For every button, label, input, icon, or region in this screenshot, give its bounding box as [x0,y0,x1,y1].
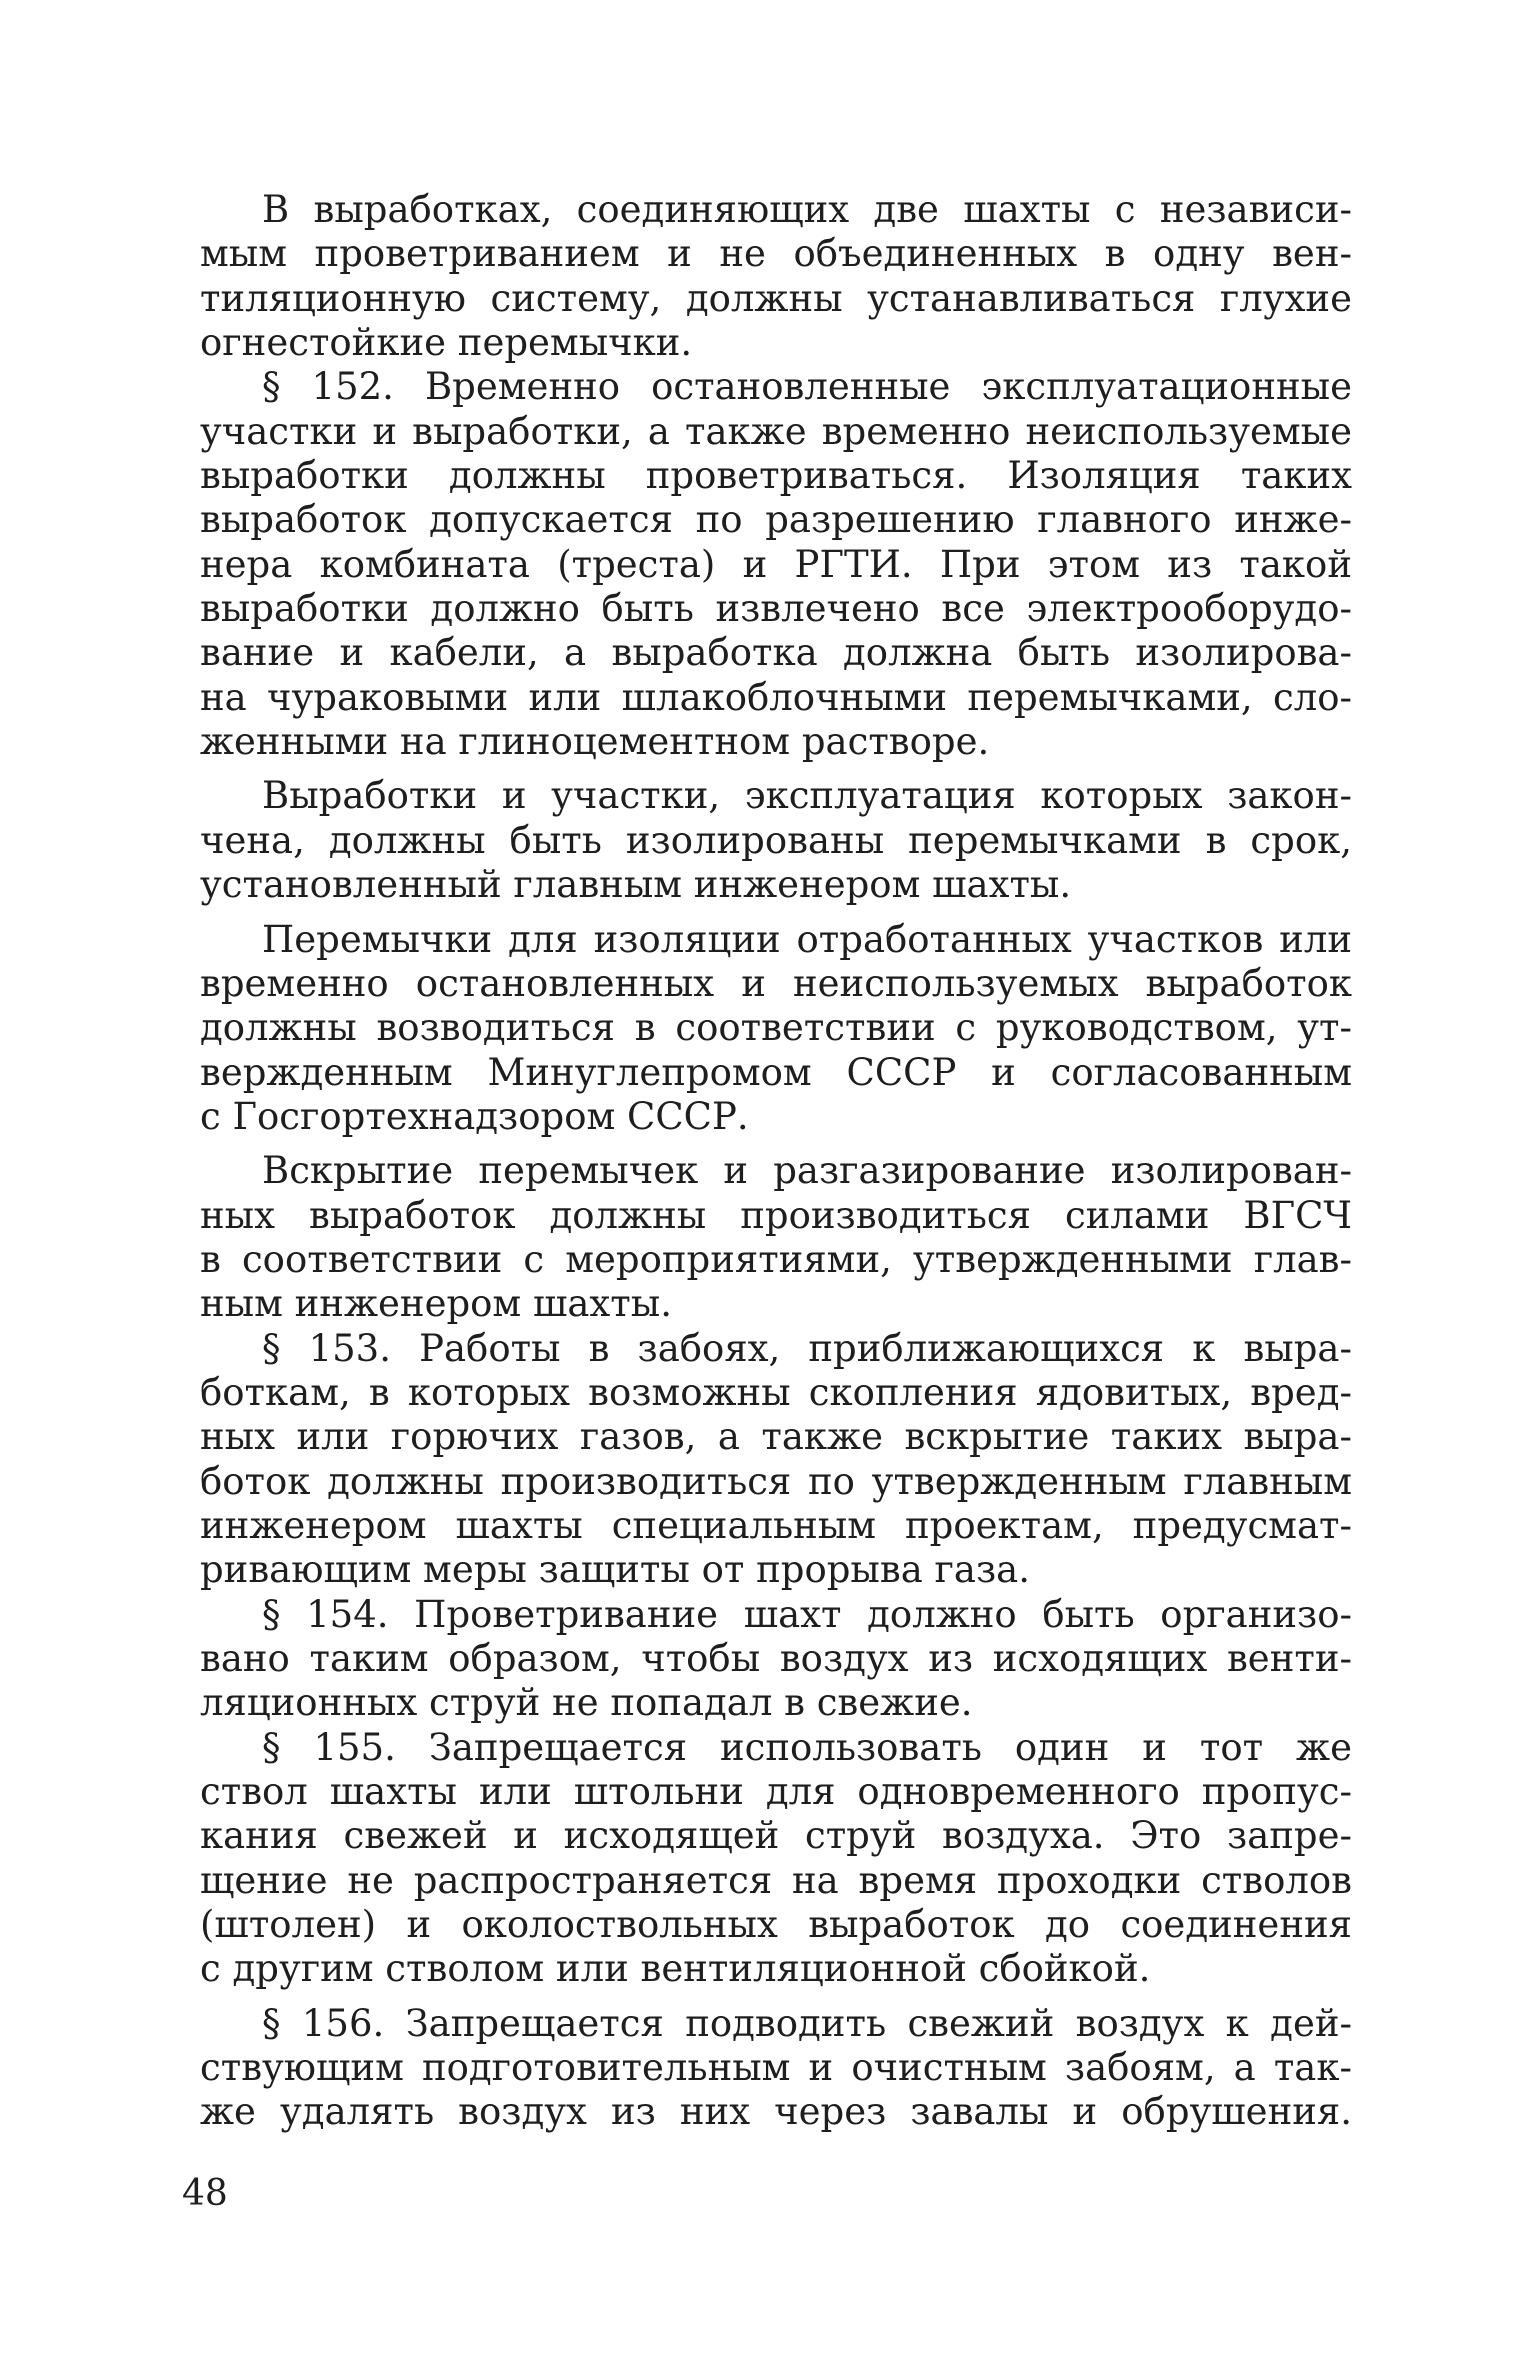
paragraph-gap [200,1992,1352,2002]
text-line: вано таким образом, чтобы воздух из исходящих венти- [200,1637,1352,1680]
paragraph-section-153 [200,1327,1352,1593]
text-line: ных или горючих газов, а также вскрытие таких выра- [200,1415,1352,1459]
text-line: выработок допускается по разрешению главного инже- [200,498,1352,542]
text-line: женными на глиноцементном растворе. [200,720,990,764]
text-line: с Госгортехнадзором СССР. [200,1094,749,1138]
text-line: (штолен) и околоствольных выработок до соединения [200,1903,1352,1947]
text-line: Выработки и участки, эксплуатация которых закон- [262,774,1352,818]
text-line: установленный главным инженером шахты. [200,863,1072,907]
text-line: с другим стволом или вентиляционной сбойкой. [200,1947,1151,1991]
text-line: кания свежей и исходящей струй воздуха. Это запре- [200,1814,1352,1858]
paragraph-section-155 [200,1726,1352,1992]
text-line: вержденным Минуглепромом СССР и согласованным [200,1050,1352,1094]
text-line: § 155. Запрещается использовать один и тот же [262,1725,1352,1769]
paragraph-gap [200,764,1352,774]
text-line: выработки должны проветриваться. Изоляция таких [200,454,1352,498]
text-line: боткам, в которых возможны скопления ядовитых, вред- [200,1370,1352,1414]
text-line: Перемычки для изоляции отработанных участков или [262,917,1352,961]
paragraph-section-154 [200,1593,1352,1726]
paragraph [200,1149,1352,1326]
text-line: мым проветриванием и не объединенных в одну вен- [200,232,1352,276]
text-line: в соответствии с мероприятиями, утвержденными глав- [200,1237,1352,1281]
text-line: § 152. Временно остановленные эксплуатационные [262,365,1352,409]
paragraph-section-152 [200,365,1352,764]
text-line: § 156. Запрещается подводить свежий воздух к дей- [262,2001,1352,2045]
text-line: выработки должно быть извлечено все электрооборудо- [200,587,1352,631]
text-line: тиляционную систему, должны устанавливаться глухие [200,276,1352,320]
text-line: вание и кабели, а выработка должна быть изолирова- [200,631,1352,675]
text-line: ляционных струй не попадал в свежие. [200,1681,973,1725]
page-number: 48 [182,2173,228,2214]
text-line: ным инженером шахты. [200,1282,672,1326]
text-line: § 154. Проветривание шахт должно быть организо- [262,1592,1352,1636]
text-line: боток должны производиться по утвержденным главным [200,1459,1352,1503]
paragraph [200,188,1352,365]
text-line: временно остановленных и неиспользуемых выработок [200,961,1352,1005]
text-line: § 153. Работы в забоях, приближающихся к выра- [262,1326,1352,1370]
paragraph [200,918,1352,1140]
paragraph [200,774,1352,907]
text-line: щение не распространяется на время проходки стволов [200,1858,1352,1902]
text-line: ствол шахты или штольни для одновременного пропус- [200,1770,1352,1814]
text-line: ствующим подготовительным и очистным забоям, а так- [200,2046,1352,2090]
text-line: чена, должны быть изолированы перемычками в срок, [200,818,1352,862]
text-line: В выработках, соединяющих две шахты с независи- [262,188,1352,231]
paragraph-section-156 [200,2002,1352,2135]
text-line: огнестойкие перемычки. [200,321,693,365]
text-line: ривающим меры защиты от прорыва газа. [200,1548,1030,1592]
paragraph-gap [200,908,1352,918]
text-line: участки и выработки, а также временно неиспользуемые [200,409,1352,453]
text-line: инженером шахты специальным проектам, предусмат- [200,1503,1352,1547]
text-line: должны возводиться в соответствии с руководством, ут- [200,1006,1352,1050]
text-line: же удалять воздух из них через завалы и обрушения. [200,2090,1352,2134]
text-body [200,188,1352,2135]
text-line: ных выработок должны производиться силами ВГСЧ [200,1193,1352,1237]
text-line: нера комбината (треста) и РГТИ. При этом из такой [200,542,1352,586]
text-line: Вскрытие перемычек и разгазирование изолирован- [262,1149,1352,1193]
text-line: на чураковыми или шлакоблочными перемычками, сло- [200,675,1352,719]
paragraph-gap [200,1139,1352,1149]
